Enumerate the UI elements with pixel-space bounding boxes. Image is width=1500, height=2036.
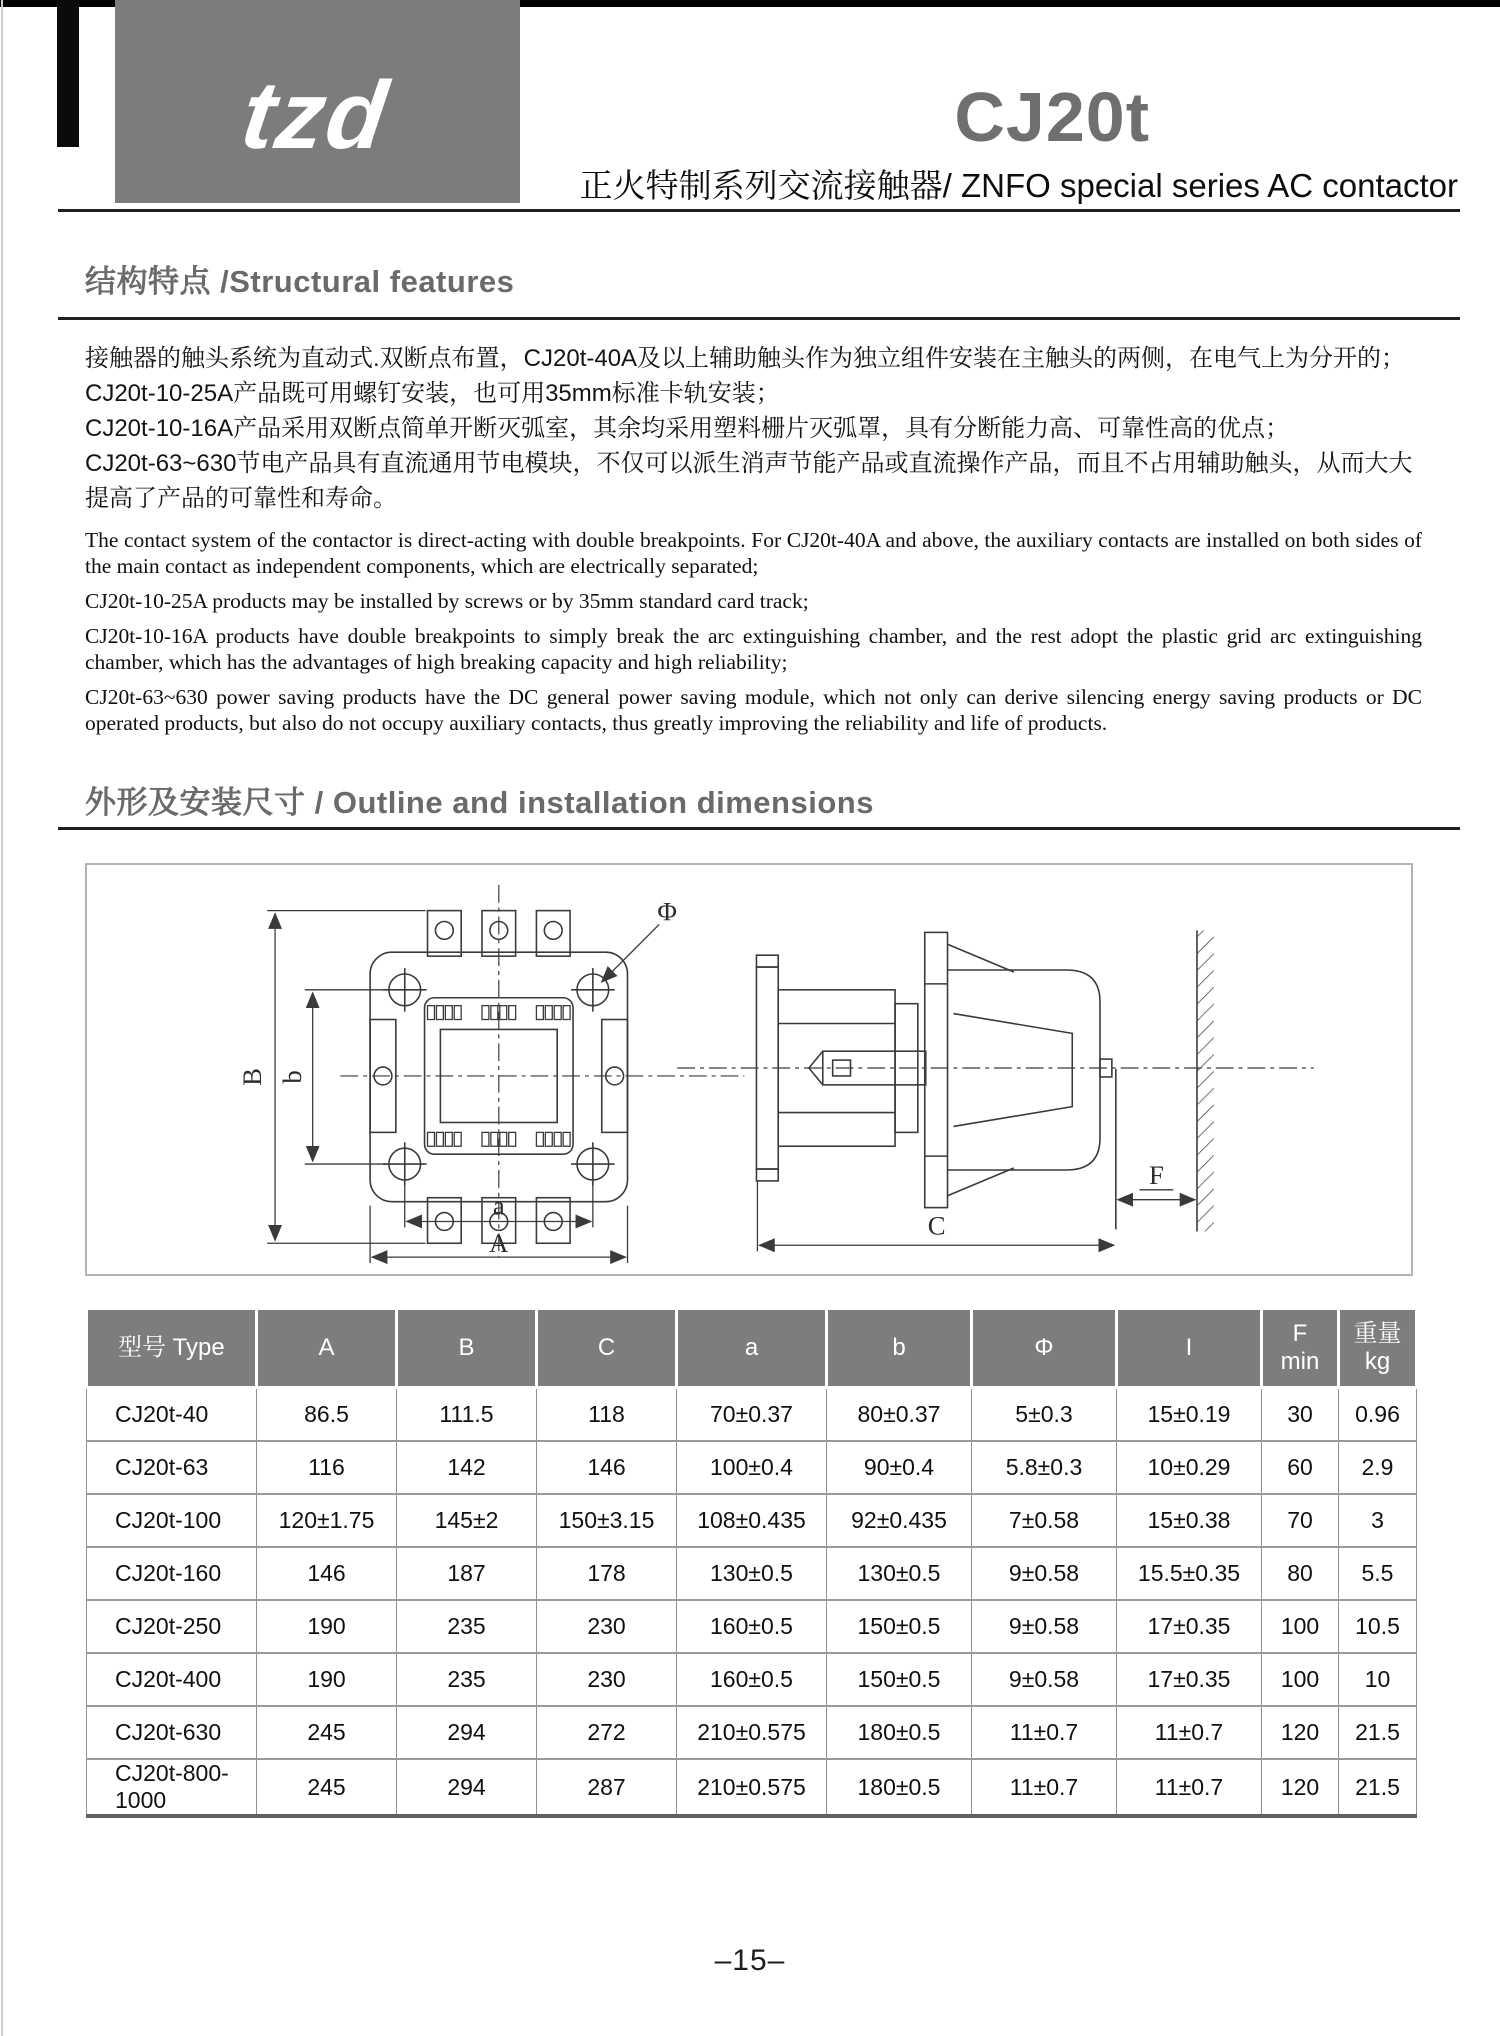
dim-label-phi: Φ xyxy=(657,896,677,927)
logo-box xyxy=(115,0,520,203)
mounting-flange xyxy=(925,932,1014,1207)
column-header: B xyxy=(397,1310,537,1388)
cell-value: 60 xyxy=(1262,1441,1339,1494)
table-header-row xyxy=(87,1310,1417,1388)
product-title: CJ20t xyxy=(954,78,1150,156)
cell-value: 111.5 xyxy=(397,1388,537,1442)
cell-value: 9±0.58 xyxy=(972,1653,1117,1706)
cell-model-type: CJ20t-250 xyxy=(87,1600,257,1653)
cell-model-type: CJ20t-63 xyxy=(87,1441,257,1494)
cell-model-type: CJ20t-800-1000 xyxy=(87,1759,257,1816)
column-header: C xyxy=(537,1310,677,1388)
cell-value: 187 xyxy=(397,1547,537,1600)
cell-value: 92±0.435 xyxy=(827,1494,972,1547)
cell-value: 130±0.5 xyxy=(677,1547,827,1600)
table-row xyxy=(87,1600,1417,1653)
cell-value: 80±0.37 xyxy=(827,1388,972,1442)
english-paragraphs xyxy=(85,527,1422,745)
outline-drawing-box xyxy=(85,863,1413,1276)
header-rule xyxy=(58,209,1460,212)
table-row xyxy=(87,1441,1417,1494)
outline-dimensions-heading: 外形及安装尺寸 / Outline and installation dimensions xyxy=(85,785,874,820)
cell-value: 11±0.7 xyxy=(1117,1759,1262,1816)
cell-value: 245 xyxy=(257,1759,397,1816)
table-row xyxy=(87,1388,1417,1442)
cell-value: 80 xyxy=(1262,1547,1339,1600)
cell-value: 11±0.7 xyxy=(972,1759,1117,1816)
cell-value: 10.5 xyxy=(1339,1600,1417,1653)
dimension-lines-side xyxy=(757,1181,1195,1251)
cell-value: 160±0.5 xyxy=(677,1653,827,1706)
table-row xyxy=(87,1494,1417,1547)
cell-value: 10 xyxy=(1339,1653,1417,1706)
cell-value: 86.5 xyxy=(257,1388,397,1442)
table-row xyxy=(87,1759,1417,1816)
cell-value: 108±0.435 xyxy=(677,1494,827,1547)
cell-value: 30 xyxy=(1262,1388,1339,1442)
cell-value: 9±0.58 xyxy=(972,1547,1117,1600)
outline-rule xyxy=(58,827,1460,830)
logo-text: tzd xyxy=(235,61,396,169)
cell-value: 21.5 xyxy=(1339,1706,1417,1759)
cell-value: 190 xyxy=(257,1600,397,1653)
cell-value: 70 xyxy=(1262,1494,1339,1547)
cell-value: 17±0.35 xyxy=(1117,1653,1262,1706)
cell-value: 90±0.4 xyxy=(827,1441,972,1494)
paragraph-en: The contact system of the contactor is direct-acting with double breakpoints. For CJ20t-40A and above, the auxiliary contacts are installed on both sides of the main contact as independent components, which are electrically separated; xyxy=(85,528,1422,578)
table-row xyxy=(87,1547,1417,1600)
paragraph-zh: CJ20t-10-25A产品既可用螺钉安装，也可用35mm标准卡轨安装； xyxy=(85,380,780,407)
cell-value: 15±0.19 xyxy=(1117,1388,1262,1442)
structural-features-heading: 结构特点 /Structural features xyxy=(85,264,515,299)
cell-value: 118 xyxy=(537,1388,677,1442)
cell-value: 142 xyxy=(397,1441,537,1494)
cell-value: 150±0.5 xyxy=(827,1653,972,1706)
cell-value: 3 xyxy=(1339,1494,1417,1547)
cell-value: 120 xyxy=(1262,1706,1339,1759)
cell-value: 230 xyxy=(537,1600,677,1653)
cell-model-type: CJ20t-40 xyxy=(87,1388,257,1442)
cell-value: 190 xyxy=(257,1653,397,1706)
cell-model-type: CJ20t-160 xyxy=(87,1547,257,1600)
cell-value: 116 xyxy=(257,1441,397,1494)
column-header: F min xyxy=(1262,1310,1339,1388)
cell-model-type: CJ20t-100 xyxy=(87,1494,257,1547)
cell-value: 146 xyxy=(537,1441,677,1494)
cell-model-type: CJ20t-630 xyxy=(87,1706,257,1759)
cell-value: 230 xyxy=(537,1653,677,1706)
cell-value: 210±0.575 xyxy=(677,1706,827,1759)
paragraph-zh: CJ20t-63~630节电产品具有直流通用节电模块，不仅可以派生消声节能产品或直流操作产品，而且不占用辅助触头，从而大大提高了产品的可靠性和寿命。 xyxy=(85,450,1413,512)
cell-value: 100±0.4 xyxy=(677,1441,827,1494)
column-header: a xyxy=(677,1310,827,1388)
cell-model-type: CJ20t-400 xyxy=(87,1653,257,1706)
cell-value: 100 xyxy=(1262,1653,1339,1706)
dim-label-F: F xyxy=(1148,1159,1164,1190)
dim-label-C: C xyxy=(927,1210,946,1241)
cell-value: 180±0.5 xyxy=(827,1759,972,1816)
dimensions-table xyxy=(85,1310,1418,1818)
table-body xyxy=(87,1388,1417,1817)
bell-housing xyxy=(948,970,1116,1229)
cell-value: 150±3.15 xyxy=(537,1494,677,1547)
page-edge-line xyxy=(1,0,3,2036)
cell-value: 2.9 xyxy=(1339,1441,1417,1494)
cell-value: 5.8±0.3 xyxy=(972,1441,1117,1494)
table-row xyxy=(87,1706,1417,1759)
cell-value: 120±1.75 xyxy=(257,1494,397,1547)
cell-value: 235 xyxy=(397,1600,537,1653)
cell-value: 11±0.7 xyxy=(972,1706,1117,1759)
cell-value: 70±0.37 xyxy=(677,1388,827,1442)
dim-label-a: a xyxy=(492,1190,505,1221)
cell-value: 15.5±0.35 xyxy=(1117,1547,1262,1600)
cell-value: 21.5 xyxy=(1339,1759,1417,1816)
cell-value: 210±0.575 xyxy=(677,1759,827,1816)
cell-value: 9±0.58 xyxy=(972,1600,1117,1653)
column-header: I xyxy=(1117,1310,1262,1388)
cell-value: 178 xyxy=(537,1547,677,1600)
column-header: 型号 Type xyxy=(87,1310,257,1388)
mounting-wall xyxy=(1197,930,1214,1231)
cell-value: 287 xyxy=(537,1759,677,1816)
product-subtitle: 正火特制系列交流接触器/ ZNFO special series AC contactor xyxy=(579,167,1458,204)
cell-value: 294 xyxy=(397,1759,537,1816)
cell-value: 17±0.35 xyxy=(1117,1600,1262,1653)
paragraph-en: CJ20t-10-25A products may be installed by screws or by 35mm standard card track; xyxy=(85,589,809,613)
cell-value: 180±0.5 xyxy=(827,1706,972,1759)
paragraph-zh: 接触器的触头系统为直动式.双断点布置，CJ20t-40A及以上辅助触头作为独立组件安装在主触头的两侧，在电气上为分开的； xyxy=(85,345,1406,372)
paragraph-en: CJ20t-10-16A products have double breakpoints to simply break the arc extinguishing chamber, and the rest adopt the plastic grid arc extinguishing chamber, which has the advantages of high breaking capacity and high reliability; xyxy=(85,624,1422,674)
cell-value: 7±0.58 xyxy=(972,1494,1117,1547)
dim-label-B: B xyxy=(237,1068,268,1086)
cell-value: 146 xyxy=(257,1547,397,1600)
cell-value: 150±0.5 xyxy=(827,1600,972,1653)
cell-value: 5±0.3 xyxy=(972,1388,1117,1442)
cell-value: 145±2 xyxy=(397,1494,537,1547)
dimension-lines-front xyxy=(267,911,659,1263)
cell-value: 245 xyxy=(257,1706,397,1759)
cell-value: 130±0.5 xyxy=(827,1547,972,1600)
dim-label-A: A xyxy=(489,1228,509,1259)
column-header: 重量 kg xyxy=(1339,1310,1417,1388)
column-header: A xyxy=(257,1310,397,1388)
cell-value: 100 xyxy=(1262,1600,1339,1653)
side-view-drawing xyxy=(669,873,1329,1269)
chinese-paragraphs xyxy=(85,341,1422,516)
cell-value: 15±0.38 xyxy=(1117,1494,1262,1547)
cell-value: 0.96 xyxy=(1339,1388,1417,1442)
cell-value: 235 xyxy=(397,1653,537,1706)
cell-value: 272 xyxy=(537,1706,677,1759)
structural-rule xyxy=(58,317,1460,320)
cell-value: 160±0.5 xyxy=(677,1600,827,1653)
dim-label-b: b xyxy=(276,1070,307,1084)
cell-value: 294 xyxy=(397,1706,537,1759)
table-row xyxy=(87,1653,1417,1706)
cell-value: 5.5 xyxy=(1339,1547,1417,1600)
column-header: Φ xyxy=(972,1310,1117,1388)
cell-value: 11±0.7 xyxy=(1117,1706,1262,1759)
paragraph-en: CJ20t-63~630 power saving products have the DC general power saving module, which not only can derive silencing energy saving products or DC operated products, but also do not occupy auxiliary contacts, thus greatly improving the reliability and life of products. xyxy=(85,685,1422,735)
cell-value: 10±0.29 xyxy=(1117,1441,1262,1494)
scan-artifact-left xyxy=(57,0,79,147)
column-header: b xyxy=(827,1310,972,1388)
page-number: –15– xyxy=(714,1944,786,1977)
cell-value: 120 xyxy=(1262,1759,1339,1816)
paragraph-zh: CJ20t-10-16A产品采用双断点简单开断灭弧室，其余均采用塑料栅片灭弧罩，具有分断能力高、可靠性高的优点； xyxy=(85,415,1290,442)
